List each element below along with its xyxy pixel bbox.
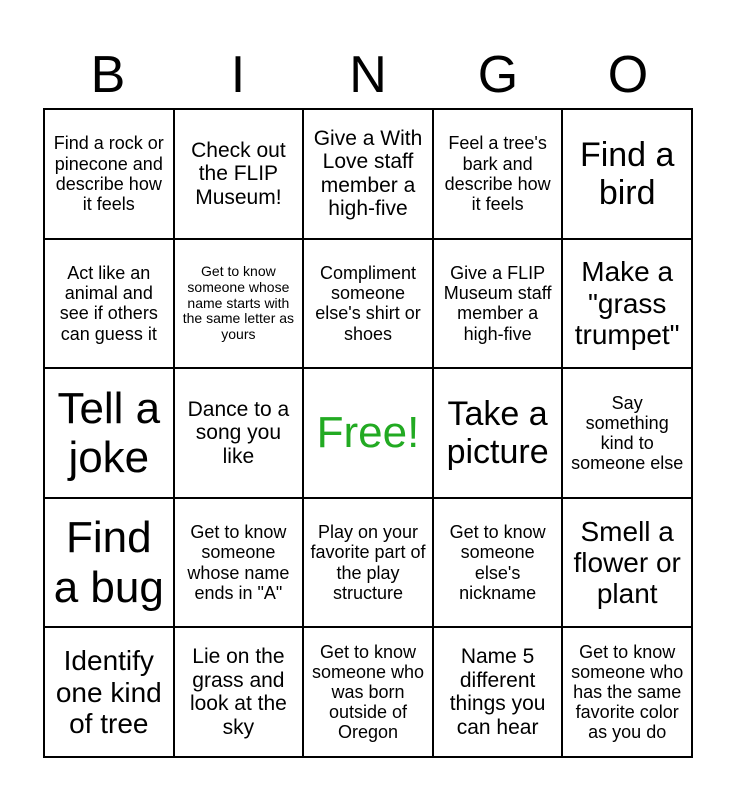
bingo-cell[interactable]: Tell a joke [44,368,174,498]
bingo-cell[interactable]: Feel a tree's bark and describe how it feels [433,109,563,239]
bingo-cell[interactable]: Identify one kind of tree [44,627,174,757]
bingo-header [43,44,693,106]
header-letter-o: O [607,46,649,104]
header-letter-g: G [477,46,519,104]
header-letter-i: I [230,46,246,104]
bingo-cell[interactable]: Say something kind to someone else [562,368,692,498]
bingo-cell[interactable]: Get to know someone who has the same favorite color as you do [562,627,692,757]
free-space[interactable]: Free! [303,368,433,498]
bingo-cell[interactable]: Smell a flower or plant [562,498,692,628]
bingo-cell[interactable]: Find a bird [562,109,692,239]
bingo-cell[interactable]: Make a "grass trumpet" [562,239,692,369]
bingo-cell[interactable]: Lie on the grass and look at the sky [174,627,304,757]
bingo-cell[interactable]: Give a With Love staff member a high-five [303,109,433,239]
header-letter-n: N [349,46,387,104]
bingo-cell[interactable]: Get to know someone whose name starts with the same letter as yours [174,239,304,369]
bingo-board [43,108,693,758]
bingo-cell[interactable]: Dance to a song you like [174,368,304,498]
bingo-cell[interactable]: Get to know someone who was born outside of Oregon [303,627,433,757]
bingo-cell[interactable]: Take a picture [433,368,563,498]
bingo-cell[interactable]: Compliment someone else's shirt or shoes [303,239,433,369]
bingo-cell[interactable]: Act like an animal and see if others can guess it [44,239,174,369]
bingo-cell[interactable]: Get to know someone else's nickname [433,498,563,628]
bingo-cell[interactable]: Give a FLIP Museum staff member a high-five [433,239,563,369]
bingo-cell[interactable]: Find a rock or pinecone and describe how it feels [44,109,174,239]
bingo-cell[interactable]: Play on your favorite part of the play structure [303,498,433,628]
bingo-cell[interactable]: Name 5 different things you can hear [433,627,563,757]
bingo-cell[interactable]: Find a bug [44,498,174,628]
header-letter-b: B [90,46,126,104]
bingo-cell[interactable]: Get to know someone whose name ends in "A" [174,498,304,628]
bingo-cell[interactable]: Check out the FLIP Museum! [174,109,304,239]
